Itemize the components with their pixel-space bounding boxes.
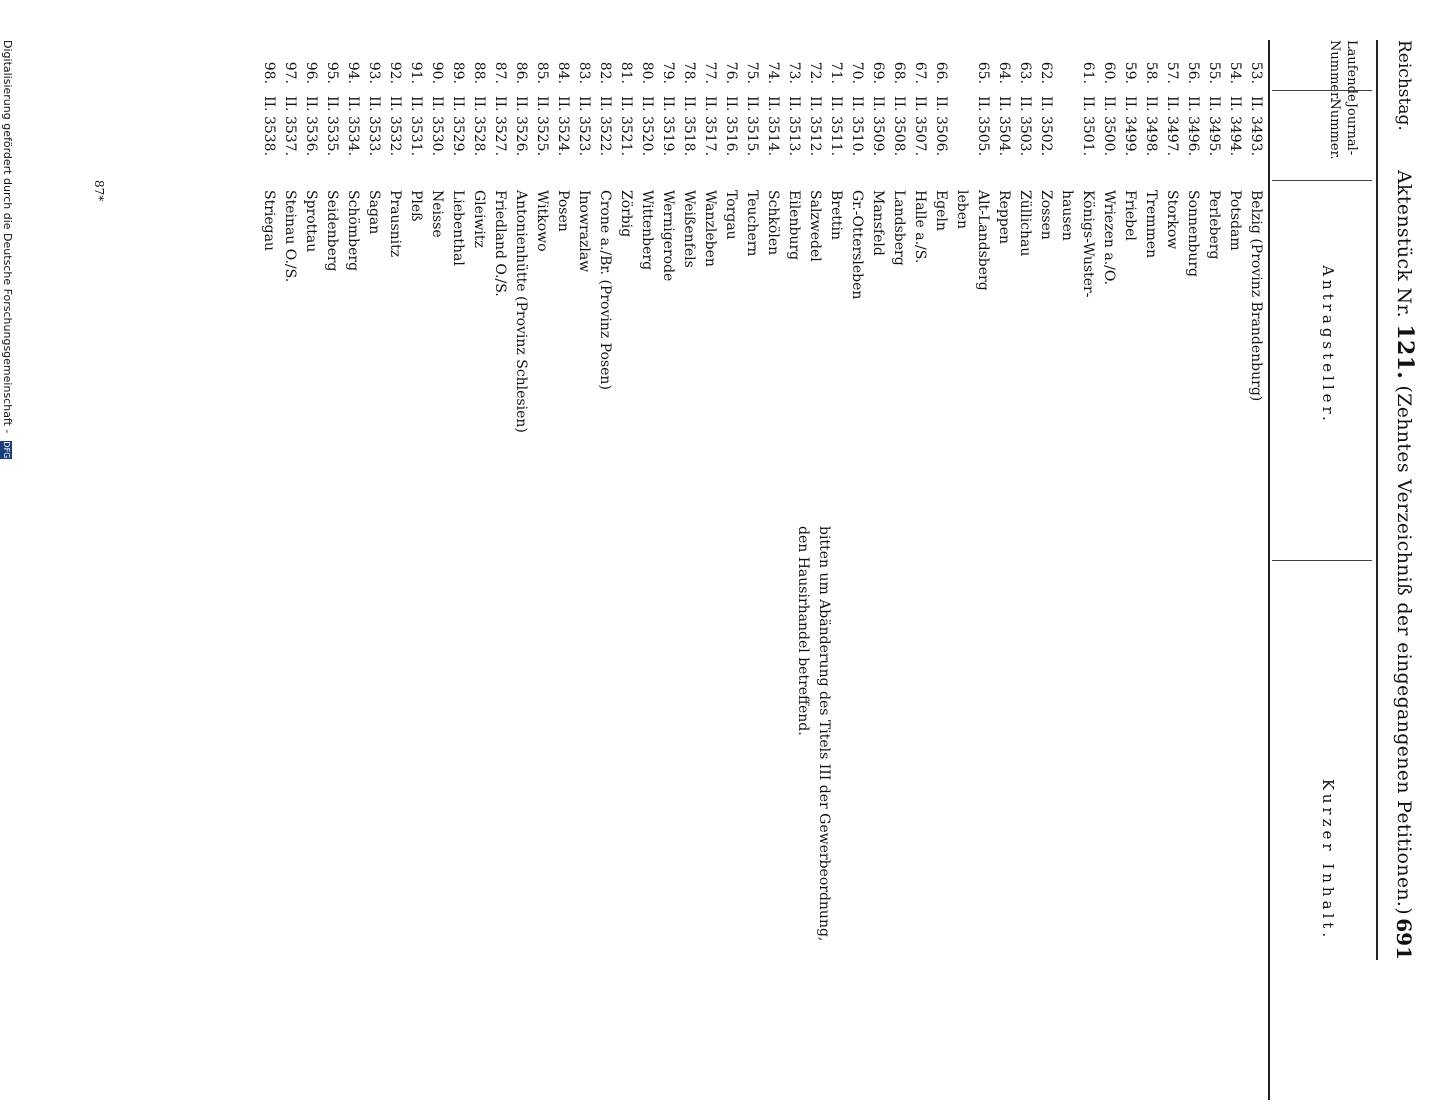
table-row	[594, 40, 615, 1120]
journal-nummer: II. 3530.	[429, 96, 445, 157]
antragsteller: hausen	[1059, 190, 1075, 241]
laufende-nummer: 84.	[555, 61, 571, 84]
folio-mark: 87*	[92, 180, 106, 202]
table-row	[972, 40, 993, 1120]
laufende-nummer: 90.	[429, 61, 445, 84]
table-row	[510, 40, 531, 1120]
table-row	[468, 40, 489, 1120]
journal-nummer: II. 3510.	[849, 96, 865, 157]
inhalt-line-1: bitten um Abänderung des Titels III der Gewerbeordnung,	[816, 526, 832, 942]
journal-nummer: II. 3501.	[1080, 96, 1096, 157]
laufende-nummer: 86.	[513, 61, 529, 84]
table-row	[951, 40, 972, 1120]
laufende-nummer: 60.	[1101, 61, 1117, 84]
journal-nummer: II. 3520.	[639, 96, 655, 157]
journal-nummer: II. 3508.	[891, 96, 907, 157]
antragsteller: Belzig (Provinz Brandenburg)	[1248, 190, 1264, 402]
table-row	[342, 40, 363, 1120]
table-row	[531, 40, 552, 1120]
antragsteller: Schkölen	[765, 190, 781, 256]
antragsteller: Wittenberg	[639, 190, 655, 271]
antragsteller: Antonienhütte (Provinz Schlesien)	[513, 190, 529, 433]
laufende-nummer: 64.	[996, 61, 1012, 84]
journal-nummer: II. 3524.	[555, 96, 571, 157]
table-row	[699, 40, 720, 1120]
antragsteller: Seidenberg	[324, 190, 340, 272]
table-row	[489, 40, 510, 1120]
antragsteller: Steinau O./S.	[282, 190, 298, 283]
laufende-nummer: 57.	[1164, 61, 1180, 84]
journal-nummer: II. 3531.	[408, 96, 424, 157]
table-row	[1119, 40, 1140, 1120]
table-row	[615, 40, 636, 1120]
antragsteller: Landsberg	[891, 190, 907, 266]
table-row	[867, 40, 888, 1120]
table-row	[1098, 40, 1119, 1120]
laufende-nummer: 73.	[786, 61, 802, 84]
antragsteller: Pleß	[408, 190, 424, 222]
laufende-nummer: 85.	[534, 61, 550, 84]
laufende-nummer: 83.	[576, 61, 592, 84]
page-number: 691	[1392, 918, 1416, 960]
table-row	[1182, 40, 1203, 1120]
journal-nummer: II. 3506.	[933, 96, 949, 157]
journal-nummer: II. 3504.	[996, 96, 1012, 157]
antragsteller: Striegau	[261, 190, 277, 251]
table-row	[447, 40, 468, 1120]
antragsteller: Egeln	[933, 190, 949, 231]
laufende-nummer: 93.	[366, 61, 382, 84]
laufende-nummer: 78.	[681, 61, 697, 84]
laufende-nummer: 61.	[1080, 61, 1096, 84]
laufende-nummer: 96.	[303, 61, 319, 84]
laufende-nummer: 81.	[618, 61, 634, 84]
laufende-nummer: 59.	[1122, 61, 1138, 84]
antragsteller: Liebenthal	[450, 190, 466, 266]
laufende-nummer: 63.	[1017, 61, 1033, 84]
antragsteller: Posen	[555, 190, 571, 232]
laufende-nummer: 95.	[324, 61, 340, 84]
table-row	[636, 40, 657, 1120]
journal-nummer: II. 3509.	[870, 96, 886, 157]
laufende-nummer: 88.	[471, 61, 487, 84]
journal-nummer: II. 3514.	[765, 96, 781, 157]
antragsteller: Gleiwitz	[471, 190, 487, 248]
antragsteller: Sonnenburg	[1185, 190, 1201, 277]
laufende-nummer: 65.	[975, 61, 991, 84]
journal-nummer: II. 3499.	[1122, 96, 1138, 157]
antragsteller: Gr.-Ottersleben	[849, 190, 865, 300]
table-row	[993, 40, 1014, 1120]
journal-nummer: II. 3529.	[450, 96, 466, 157]
antragsteller: Perleberg	[1206, 190, 1222, 260]
column-divider	[1272, 560, 1372, 561]
laufende-nummer: 67.	[912, 61, 928, 84]
journal-nummer: II. 3525.	[534, 96, 550, 157]
antragsteller: leben	[954, 190, 970, 230]
antragsteller: Friedland O./S.	[492, 190, 508, 297]
journal-nummer: II. 3507.	[912, 96, 928, 157]
journal-nummer: II. 3526.	[513, 96, 529, 157]
antragsteller: Reppen	[996, 190, 1012, 245]
table-row	[573, 40, 594, 1120]
laufende-nummer: 74.	[765, 61, 781, 84]
journal-nummer: II. 3517.	[702, 96, 718, 157]
journal-nummer: II. 3534.	[345, 96, 361, 157]
laufende-nummer: 53.	[1248, 61, 1264, 84]
laufende-nummer: 97.	[282, 61, 298, 84]
antragsteller: Inowrazlaw	[576, 190, 592, 273]
table-header-rule	[1268, 40, 1270, 1100]
laufende-nummer: 98.	[261, 61, 277, 84]
antragsteller: Torgau	[723, 190, 739, 240]
header-title-post: (Zehntes Verzeichniß der eingegangenen Petitionen.)	[1393, 385, 1415, 915]
journal-nummer: II. 3537.	[282, 96, 298, 157]
journal-nummer: II. 3522.	[597, 96, 613, 157]
table-row	[300, 40, 321, 1120]
journal-nummer: II. 3512.	[807, 96, 823, 157]
laufende-nummer: 75.	[744, 61, 760, 84]
journal-nummer: II. 3527.	[492, 96, 508, 157]
antragsteller: Alt-Landsberg	[975, 190, 991, 291]
table-row	[846, 40, 867, 1120]
antragsteller: Königs-Wuster-	[1080, 190, 1096, 298]
journal-nummer: II. 3538.	[261, 96, 277, 157]
table-row	[1245, 40, 1266, 1120]
journal-nummer: II. 3532.	[387, 96, 403, 157]
table-row	[888, 40, 909, 1120]
table-row	[678, 40, 699, 1120]
table-row	[1014, 40, 1035, 1120]
table-row	[930, 40, 951, 1120]
journal-nummer: II. 3535.	[324, 96, 340, 157]
laufende-nummer: 68.	[891, 61, 907, 84]
table-row	[762, 40, 783, 1120]
laufende-nummer: 58.	[1143, 61, 1159, 84]
journal-nummer: II. 3505.	[975, 96, 991, 157]
table-column-headers	[1272, 40, 1372, 1120]
journal-nummer: II. 3518.	[681, 96, 697, 157]
antragsteller: Tremmen	[1143, 190, 1159, 259]
table-row	[1224, 40, 1245, 1120]
laufende-nummer: 82.	[597, 61, 613, 84]
table-row	[321, 40, 342, 1120]
inhalt-line-2: den Hausirhandel betreffend.	[795, 526, 811, 736]
journal-nummer: II. 3495.	[1206, 96, 1222, 157]
table-row	[405, 40, 426, 1120]
petition-table	[258, 40, 1266, 1120]
antragsteller: Crone a./Br. (Provinz Posen)	[597, 190, 613, 390]
journal-nummer: II. 3515.	[744, 96, 760, 157]
table-row	[258, 40, 279, 1120]
antragsteller: Weißenfels	[681, 190, 697, 268]
laufende-nummer: 66.	[933, 61, 949, 84]
laufende-nummer: 72.	[807, 61, 823, 84]
table-row	[657, 40, 678, 1120]
column-header-antragsteller: Antragsteller.	[1319, 265, 1337, 425]
antragsteller: Neisse	[429, 190, 445, 238]
page-header	[1384, 40, 1420, 960]
table-row	[1035, 40, 1056, 1120]
column-header-kurzer-inhalt: Kurzer Inhalt.	[1319, 778, 1337, 942]
laufende-nummer: 94.	[345, 61, 361, 84]
antragsteller: Salzwedel	[807, 190, 823, 262]
journal-nummer: II. 3494.	[1227, 96, 1243, 157]
journal-nummer: II. 3516.	[723, 96, 739, 157]
header-reichstag: Reichstag.	[1394, 40, 1414, 131]
journal-nummer: II. 3498.	[1143, 96, 1159, 157]
journal-nummer: II. 3503.	[1017, 96, 1033, 157]
column-divider	[1272, 180, 1372, 181]
antragsteller: Brettin	[828, 190, 844, 241]
antragsteller: Schömberg	[345, 190, 361, 272]
header-rule	[1376, 40, 1378, 960]
journal-nummer: II. 3519.	[660, 96, 676, 157]
laufende-nummer: 89.	[450, 61, 466, 84]
journal-nummer: II. 3493.	[1248, 96, 1264, 157]
column-divider	[1272, 90, 1372, 91]
header-title	[1392, 170, 1418, 915]
antragsteller: Sprottau	[303, 190, 319, 253]
journal-nummer: II. 3502.	[1038, 96, 1054, 157]
antragsteller: Eilenburg	[786, 190, 802, 261]
table-row	[1140, 40, 1161, 1120]
journal-nummer: II. 3513.	[786, 96, 802, 157]
table-row	[1056, 40, 1077, 1120]
laufende-nummer: 76.	[723, 61, 739, 84]
laufende-nummer: 91.	[408, 61, 424, 84]
journal-nummer: II. 3521.	[618, 96, 634, 157]
laufende-nummer: 55.	[1206, 61, 1222, 84]
laufende-nummer: 54.	[1227, 61, 1243, 84]
antragsteller: Mansfeld	[870, 190, 886, 256]
laufende-nummer: 62.	[1038, 61, 1054, 84]
antragsteller: Halle a./S.	[912, 190, 928, 264]
journal-nummer: II. 3528.	[471, 96, 487, 157]
table-row	[1203, 40, 1224, 1120]
table-row	[720, 40, 741, 1120]
kurzer-inhalt-text	[792, 526, 834, 1086]
table-row	[1161, 40, 1182, 1120]
antragsteller: Prausnitz	[387, 190, 403, 258]
digitization-credit	[0, 40, 14, 459]
header-title-pre: Aktenstück Nr.	[1393, 170, 1415, 319]
table-row	[741, 40, 762, 1120]
column-header-journal-nummer: Journal-Nummer.	[1327, 98, 1359, 160]
table-row	[909, 40, 930, 1120]
digitization-credit-text: Digitalisierung gefördert durch die Deutsche Forschungsgemeinschaft -	[1, 40, 14, 434]
journal-nummer: II. 3497.	[1164, 96, 1180, 157]
table-row	[279, 40, 300, 1120]
journal-nummer: II. 3533.	[366, 96, 382, 157]
antragsteller: Zörbig	[618, 190, 634, 238]
table-row	[552, 40, 573, 1120]
table-row	[363, 40, 384, 1120]
antragsteller: Wernigerode	[660, 190, 676, 282]
journal-nummer: II. 3511.	[828, 96, 844, 157]
table-row	[384, 40, 405, 1120]
dfg-logo-icon: DFG	[2, 441, 11, 459]
antragsteller: Potsdam	[1227, 190, 1243, 251]
journal-nummer: II. 3536.	[303, 96, 319, 157]
antragsteller: Zossen	[1038, 190, 1054, 240]
laufende-nummer: 92.	[387, 61, 403, 84]
antragsteller: Witkowo	[534, 190, 550, 252]
antragsteller: Wanzleben	[702, 190, 718, 267]
laufende-nummer: 70.	[849, 61, 865, 84]
laufende-nummer: 69.	[870, 61, 886, 84]
laufende-nummer: 79.	[660, 61, 676, 84]
laufende-nummer: 87.	[492, 61, 508, 84]
column-header-laufende-nummer: Laufende Nummer.	[1327, 40, 1359, 102]
laufende-nummer: 56.	[1185, 61, 1201, 84]
table-row	[426, 40, 447, 1120]
laufende-nummer: 80.	[639, 61, 655, 84]
laufende-nummer: 77.	[702, 61, 718, 84]
antragsteller: Wriezen a./O.	[1101, 190, 1117, 285]
antragsteller: Sagan	[366, 190, 382, 235]
journal-nummer: II. 3500.	[1101, 96, 1117, 157]
laufende-nummer: 71.	[828, 61, 844, 84]
header-title-number: 121.	[1392, 324, 1418, 380]
journal-nummer: II. 3523.	[576, 96, 592, 157]
journal-nummer: II. 3496.	[1185, 96, 1201, 157]
table-row	[1077, 40, 1098, 1120]
antragsteller: Züllichau	[1017, 190, 1033, 257]
antragsteller: Teuchern	[744, 190, 760, 257]
antragsteller: Friebel	[1122, 190, 1138, 241]
antragsteller: Storkow	[1164, 190, 1180, 250]
